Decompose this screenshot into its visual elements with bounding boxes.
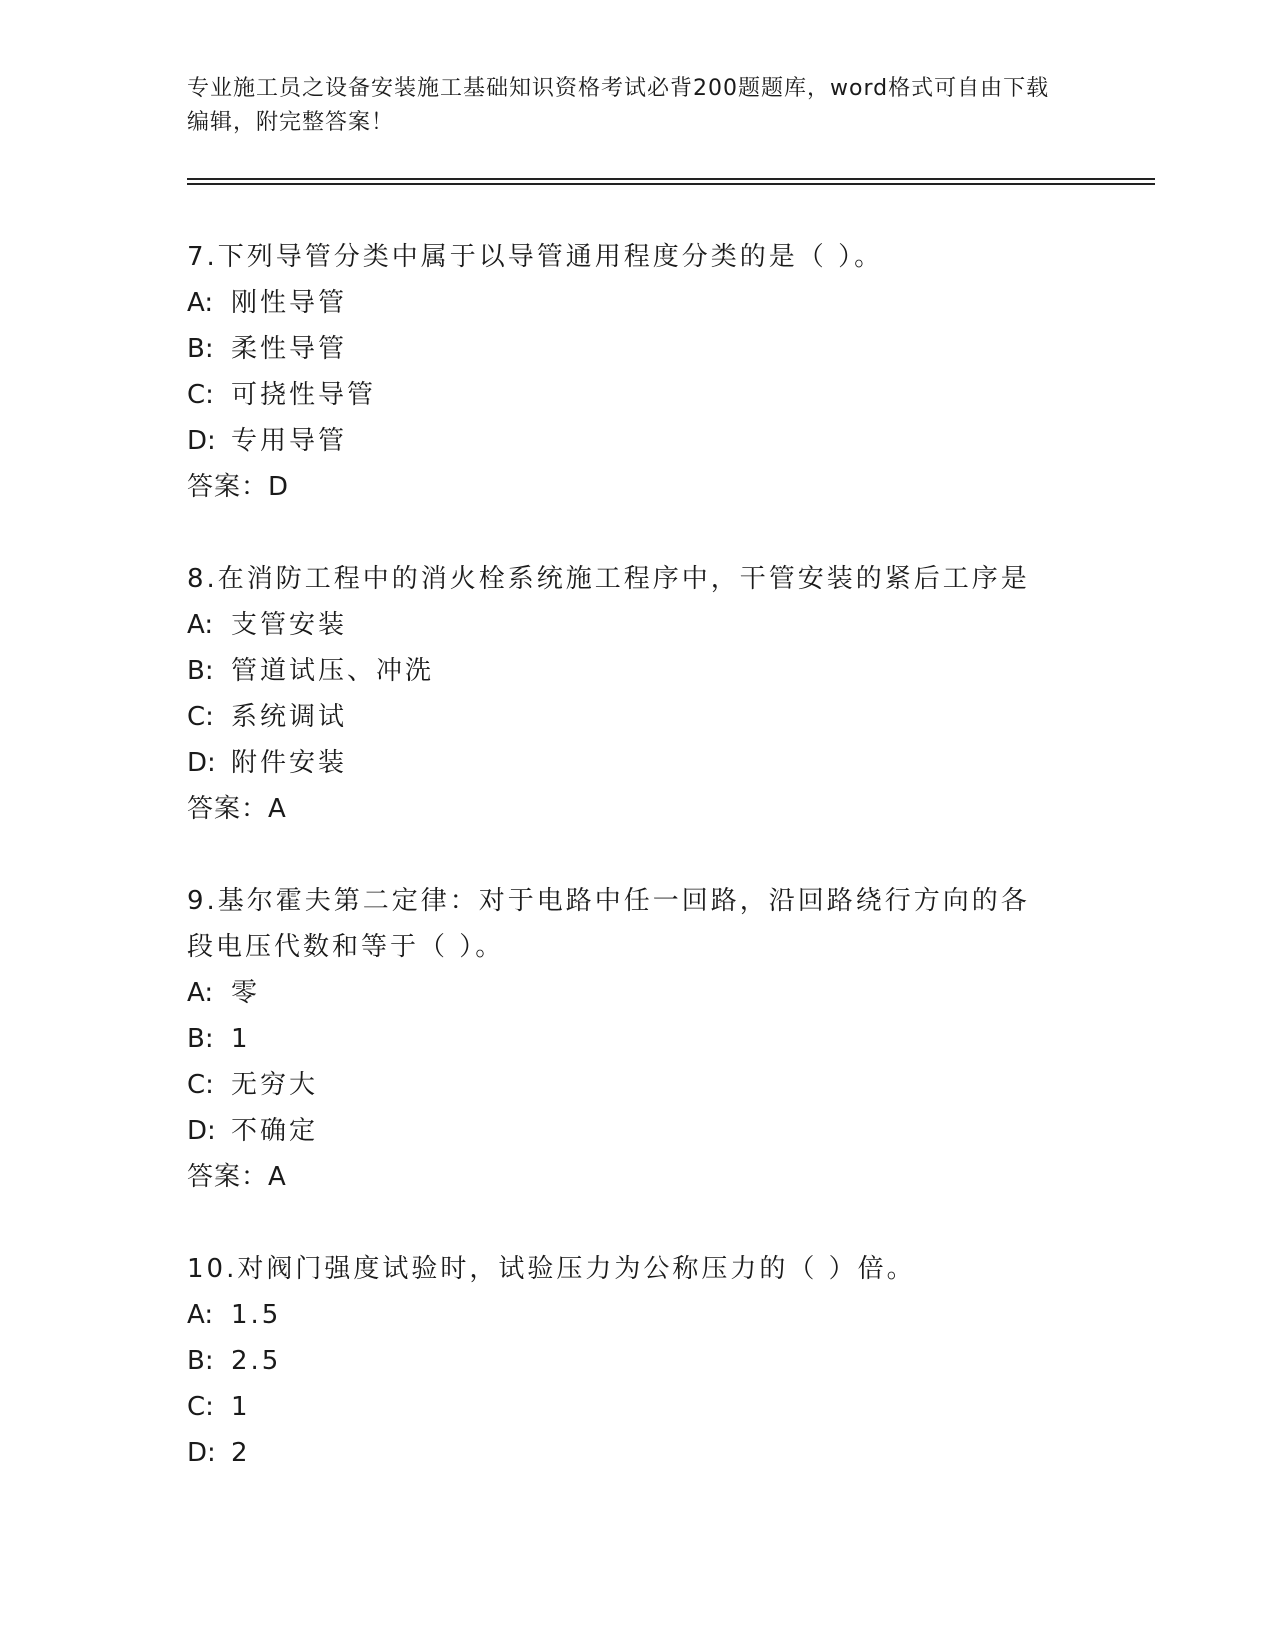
option-letter: C:	[187, 1070, 214, 1100]
option-d	[187, 1430, 1087, 1476]
option-letter: A:	[187, 288, 214, 318]
option-letter: B:	[187, 1346, 214, 1376]
option-letter: A:	[187, 610, 214, 640]
answer-line: 答案：A	[187, 794, 287, 824]
question-9	[187, 878, 1087, 1200]
option-c	[187, 694, 1087, 740]
option-text: 1.5	[231, 1300, 282, 1330]
option-text: 柔性导管	[231, 334, 348, 364]
option-d	[187, 418, 1087, 464]
option-letter: B:	[187, 656, 214, 686]
option-letter: D:	[187, 748, 216, 778]
option-b	[187, 326, 1087, 372]
option-text: 无穷大	[231, 1070, 319, 1100]
option-text: 1	[231, 1392, 251, 1422]
option-text: 刚性导管	[231, 288, 348, 318]
option-letter: D:	[187, 426, 216, 456]
option-text: 1	[231, 1024, 251, 1054]
option-letter: D:	[187, 1116, 216, 1146]
option-letter: B:	[187, 334, 214, 364]
option-text: 管道试压、冲洗	[231, 656, 435, 686]
option-c	[187, 1384, 1087, 1430]
option-text: 专用导管	[231, 426, 348, 456]
header-rule-bottom	[187, 183, 1155, 185]
option-text: 2	[231, 1438, 251, 1468]
document-header: 专业施工员之设备安装施工基础知识资格考试必背200题题库，word格式可自由下载编辑，附完整答案！	[187, 76, 1050, 135]
option-c	[187, 1062, 1087, 1108]
question-7	[187, 234, 1087, 510]
option-c	[187, 372, 1087, 418]
option-letter: B:	[187, 1024, 214, 1054]
question-text: 9.基尔霍夫第二定律：对于电路中任一回路，沿回路绕行方向的各段电压代数和等于（ ）。	[187, 886, 1030, 962]
option-a	[187, 602, 1087, 648]
option-text: 附件安装	[231, 748, 348, 778]
option-letter: A:	[187, 1300, 214, 1330]
option-a	[187, 280, 1087, 326]
option-a	[187, 970, 1087, 1016]
option-text: 支管安装	[231, 610, 348, 640]
option-b	[187, 648, 1087, 694]
option-d	[187, 740, 1087, 786]
question-list	[187, 234, 1087, 1522]
question-text: 10.对阀门强度试验时，试验压力为公称压力的（ ）倍。	[187, 1254, 916, 1284]
answer-line: 答案：A	[187, 1162, 287, 1192]
question-text: 8.在消防工程中的消火栓系统施工程序中，干管安装的紧后工序是	[187, 564, 1030, 594]
option-letter: C:	[187, 702, 214, 732]
option-text: 2.5	[231, 1346, 282, 1376]
header-rule-top	[187, 178, 1155, 180]
option-b	[187, 1338, 1087, 1384]
option-letter: D:	[187, 1438, 216, 1468]
question-8	[187, 556, 1087, 832]
option-d	[187, 1108, 1087, 1154]
question-10	[187, 1246, 1087, 1476]
option-letter: C:	[187, 1392, 214, 1422]
option-b	[187, 1016, 1087, 1062]
answer-line: 答案：D	[187, 472, 290, 502]
option-a	[187, 1292, 1087, 1338]
question-text: 7.下列导管分类中属于以导管通用程度分类的是（ ）。	[187, 242, 884, 272]
option-text: 可挠性导管	[231, 380, 377, 410]
option-text: 不确定	[231, 1116, 319, 1146]
option-letter: C:	[187, 380, 214, 410]
option-text: 系统调试	[231, 702, 348, 732]
option-letter: A:	[187, 978, 214, 1008]
option-text: 零	[231, 978, 261, 1008]
